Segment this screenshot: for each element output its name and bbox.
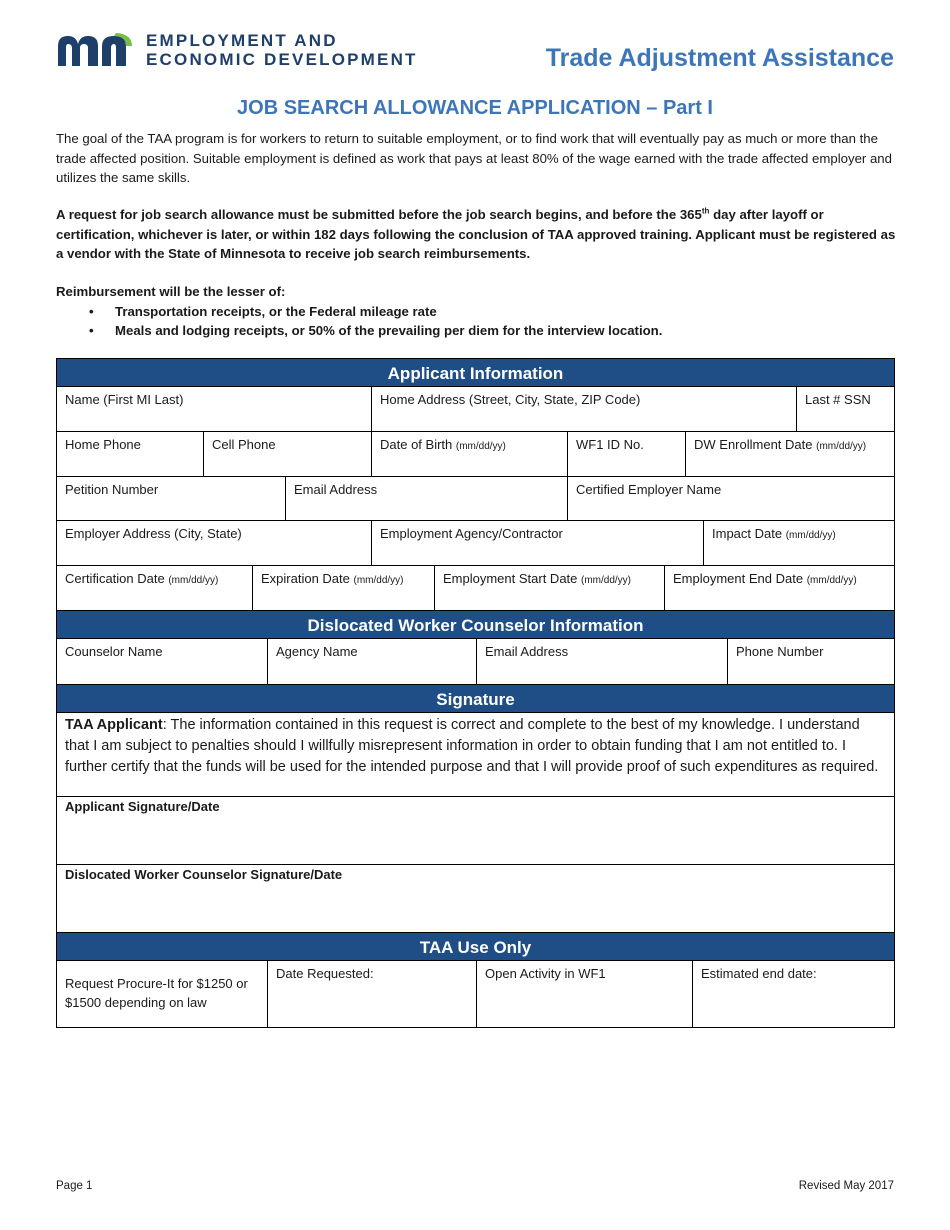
certification-statement: TAA Applicant: The information contained in this request is correct and complete to the best of my knowledge. I understand that I am subject to penalties should I willfully misrepresent information in order to obtain funding that I am not entitled to. I further certify that the funds will be used for the intended purpose and that I will provide proof of such expenditures as required. bbox=[57, 713, 894, 797]
reimbursement-heading: Reimbursement will be the lesser of: bbox=[56, 284, 286, 299]
bullet-icon: • bbox=[89, 323, 94, 338]
last-ssn-field[interactable]: Last # SSN bbox=[796, 387, 894, 431]
taa-use-only-header: TAA Use Only bbox=[57, 933, 894, 961]
taa-use-row bbox=[57, 961, 894, 1027]
counselor-email-field[interactable]: Email Address bbox=[476, 639, 727, 684]
applicant-signature-field[interactable]: Applicant Signature/Date bbox=[57, 797, 894, 865]
form-title: JOB SEARCH ALLOWANCE APPLICATION – Part I bbox=[237, 97, 713, 119]
counselor-phone-field[interactable]: Phone Number bbox=[727, 639, 894, 684]
page-number: Page 1 bbox=[56, 1180, 93, 1192]
applicant-info-header: Applicant Information bbox=[57, 359, 894, 387]
home-address-field[interactable]: Home Address (Street, City, State, ZIP Code) bbox=[371, 387, 796, 431]
certification-date-field[interactable]: Certification Date (mm/dd/yy) bbox=[65, 571, 219, 586]
applicant-row-4 bbox=[57, 521, 894, 566]
applicant-row-5 bbox=[57, 566, 894, 611]
applicant-row-1 bbox=[57, 387, 894, 432]
email-field[interactable]: Email Address bbox=[285, 477, 567, 520]
employment-end-date-field[interactable]: Employment End Date (mm/dd/yy) bbox=[664, 566, 894, 610]
org-name-line1: EMPLOYMENT AND bbox=[146, 31, 338, 50]
cell-phone-field[interactable]: Cell Phone bbox=[203, 432, 371, 476]
deadline-notice: A request for job search allowance must be submitted before the job search begins, and before the 365th day after layoff or certification, whichever is later, or within 182 days following the conclusion of TAA approved training. Applicant must be registered as a vendor with the State of Minnesota to receive job search reimbursements. bbox=[56, 206, 896, 261]
counselor-row bbox=[57, 639, 894, 685]
mn-logo-icon bbox=[56, 32, 134, 68]
name-field[interactable]: Name (First MI Last) bbox=[65, 392, 184, 407]
employment-start-date-field[interactable]: Employment Start Date (mm/dd/yy) bbox=[434, 566, 664, 610]
certified-employer-field[interactable]: Certified Employer Name bbox=[567, 477, 894, 520]
petition-number-field[interactable]: Petition Number bbox=[65, 482, 159, 497]
counselor-name-field[interactable]: Counselor Name bbox=[65, 644, 163, 659]
agency-name-field[interactable]: Agency Name bbox=[267, 639, 476, 684]
estimated-end-date-field[interactable]: Estimated end date: bbox=[692, 961, 894, 1027]
impact-date-field[interactable]: Impact Date (mm/dd/yy) bbox=[703, 521, 894, 565]
date-requested-field[interactable]: Date Requested: bbox=[267, 961, 476, 1027]
applicant-row-3 bbox=[57, 477, 894, 521]
document-title: Trade Adjustment Assistance bbox=[545, 44, 894, 72]
applicant-row-2 bbox=[57, 432, 894, 477]
expiration-date-field[interactable]: Expiration Date (mm/dd/yy) bbox=[252, 566, 434, 610]
org-name-line2: ECONOMIC DEVELOPMENT bbox=[146, 50, 418, 69]
mn-deed-logo bbox=[56, 31, 418, 69]
employer-address-field[interactable]: Employer Address (City, State) bbox=[65, 526, 242, 541]
counselor-signature-field[interactable]: Dislocated Worker Counselor Signature/Date bbox=[57, 865, 894, 933]
date-of-birth-field[interactable]: Date of Birth (mm/dd/yy) bbox=[371, 432, 567, 476]
dw-enrollment-date-field[interactable]: DW Enrollment Date (mm/dd/yy) bbox=[685, 432, 894, 476]
list-item: • Transportation receipts, or the Federal mileage rate bbox=[56, 302, 896, 322]
reimbursement-section bbox=[56, 282, 896, 341]
open-activity-field[interactable]: Open Activity in WF1 bbox=[476, 961, 692, 1027]
home-phone-field[interactable]: Home Phone bbox=[65, 437, 141, 452]
list-item: • Meals and lodging receipts, or 50% of the prevailing per diem for the interview location. bbox=[56, 321, 896, 341]
counselor-info-header: Dislocated Worker Counselor Information bbox=[57, 611, 894, 639]
wf1-id-field[interactable]: WF1 ID No. bbox=[567, 432, 685, 476]
bullet-icon: • bbox=[89, 303, 94, 319]
employment-agency-field[interactable]: Employment Agency/Contractor bbox=[371, 521, 703, 565]
procure-it-field[interactable]: Request Procure-It for $1250 or $1500 depending on law bbox=[65, 976, 248, 1010]
signature-header: Signature bbox=[57, 685, 894, 713]
intro-paragraph: The goal of the TAA program is for workers to return to suitable employment, or to find work that will eventually pay as much or more than the trade affected position. Suitable employment is defined as work that pays at least 80% of the wage earned with the trade affected employer and utilizes the same skills. bbox=[56, 131, 892, 185]
application-form bbox=[56, 358, 895, 1028]
revision-date: Revised May 2017 bbox=[798, 1180, 894, 1192]
